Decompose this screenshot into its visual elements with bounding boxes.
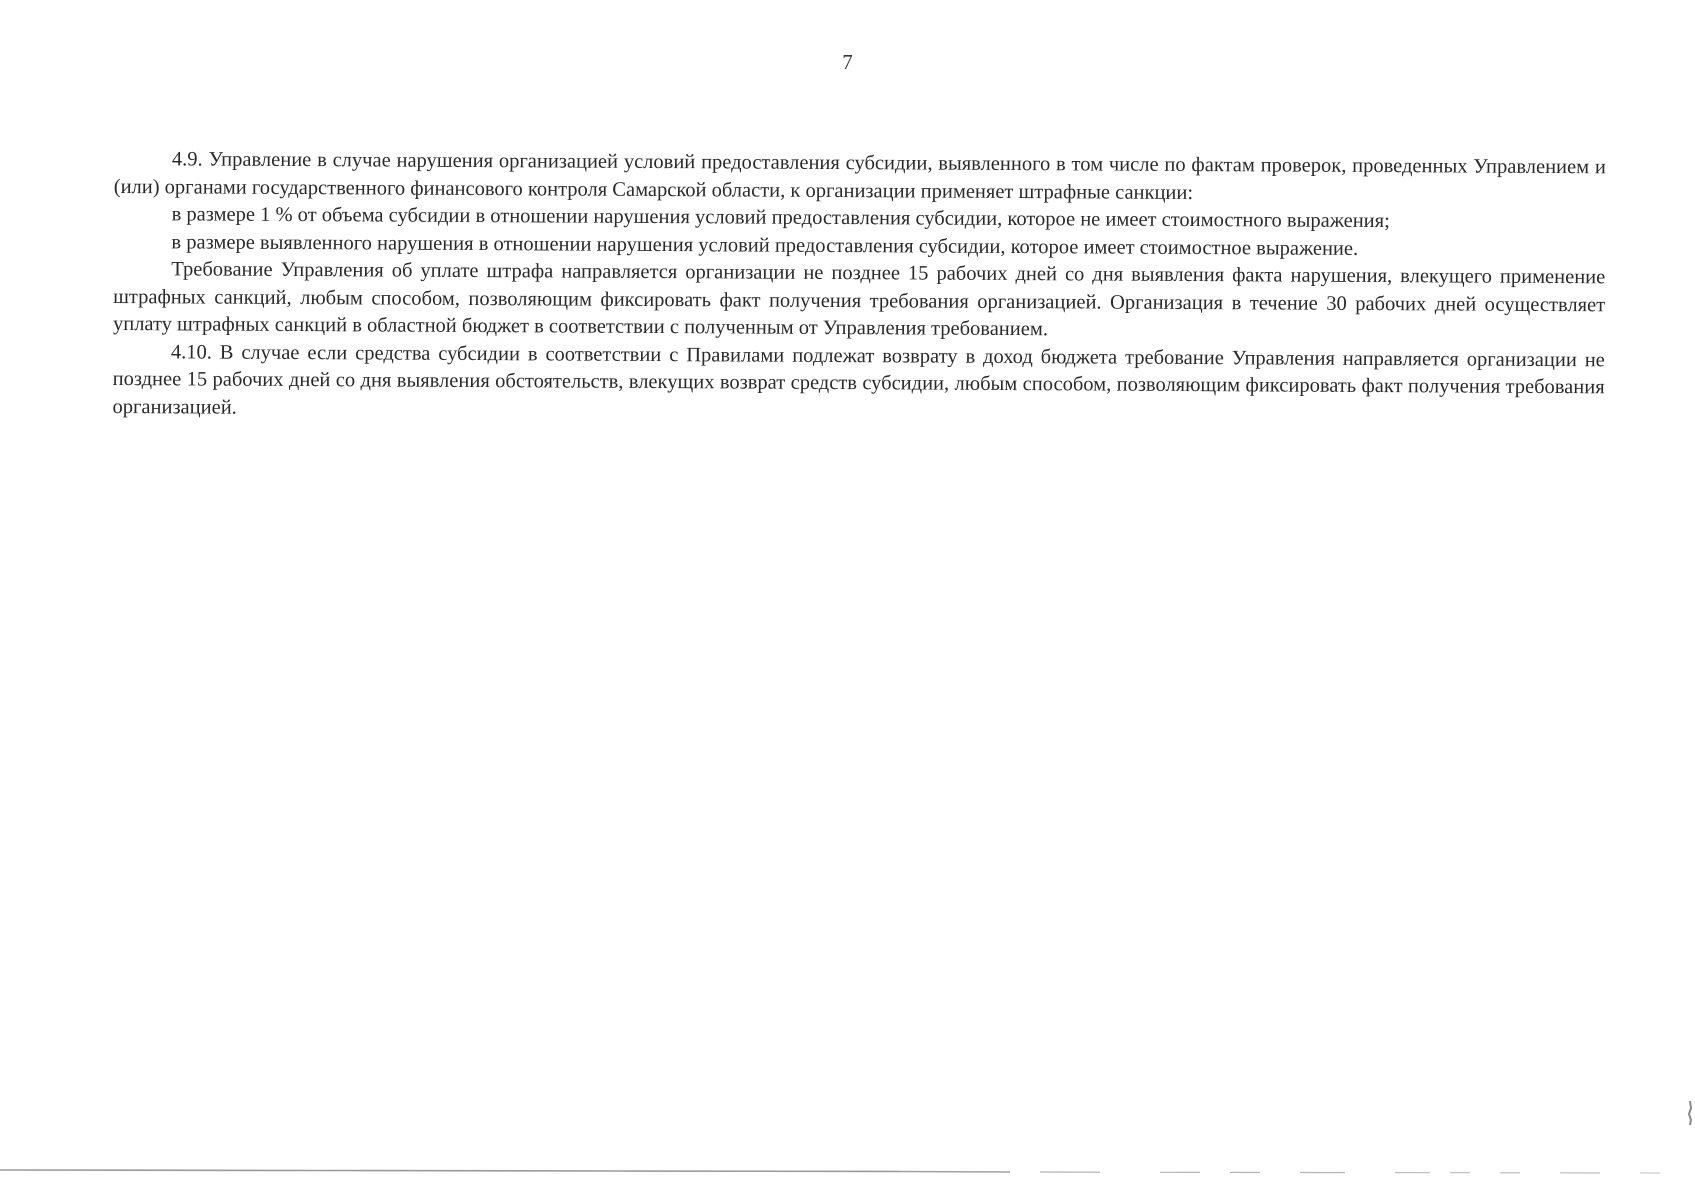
scan-edge-line bbox=[0, 1168, 1695, 1176]
paragraph-penalty-monetary: в размере выявленного нарушения в отношении нарушения условий предоставления субсидии, которое имеет стоимостное выражение. bbox=[171, 230, 1359, 260]
paragraph-penalty-requirement: Требование Управления об уплате штрафа направляется организации не позднее 15 рабочих дней со дня выявления факта нарушения, влекущего применение штрафных санкций, любым способом, позволяющим фиксировать факт получения требования организацией. Организация в течение 30 рабочих дней осуществляет уплату штрафных санкций в областной бюджет в соответствии с полученным от Управления требованием. bbox=[112, 258, 1606, 341]
paragraph-penalty-non-monetary: в размере 1 % от объема субсидии в отношении нарушения условий предоставления субсидии, которое не имеет стоимостного выражения; bbox=[171, 203, 1390, 233]
document-body bbox=[112, 146, 1606, 429]
paragraph-4-9: 4.9. Управление в случае нарушения организацией условий предоставления субсидии, выявленного в том числе по фактам проверок, проведенных Управлением и (или) органами государственного финансового контроля Самарской области, к организации применяет штрафные санкции: bbox=[113, 148, 1606, 204]
paragraph-4-10: 4.10. В случае если средства субсидии в соответствии с Правилами подлежат возврату в доход бюджета требование Управления направляется организации не позднее 15 рабочих дней со дня выявления обстоятельств, влекущих возврат средств субсидии, любым способом, позволяющим фиксировать факт получения требования организацией. bbox=[112, 340, 1605, 419]
page-number: 7 bbox=[842, 50, 853, 74]
scan-edge-mark bbox=[1687, 1100, 1693, 1126]
